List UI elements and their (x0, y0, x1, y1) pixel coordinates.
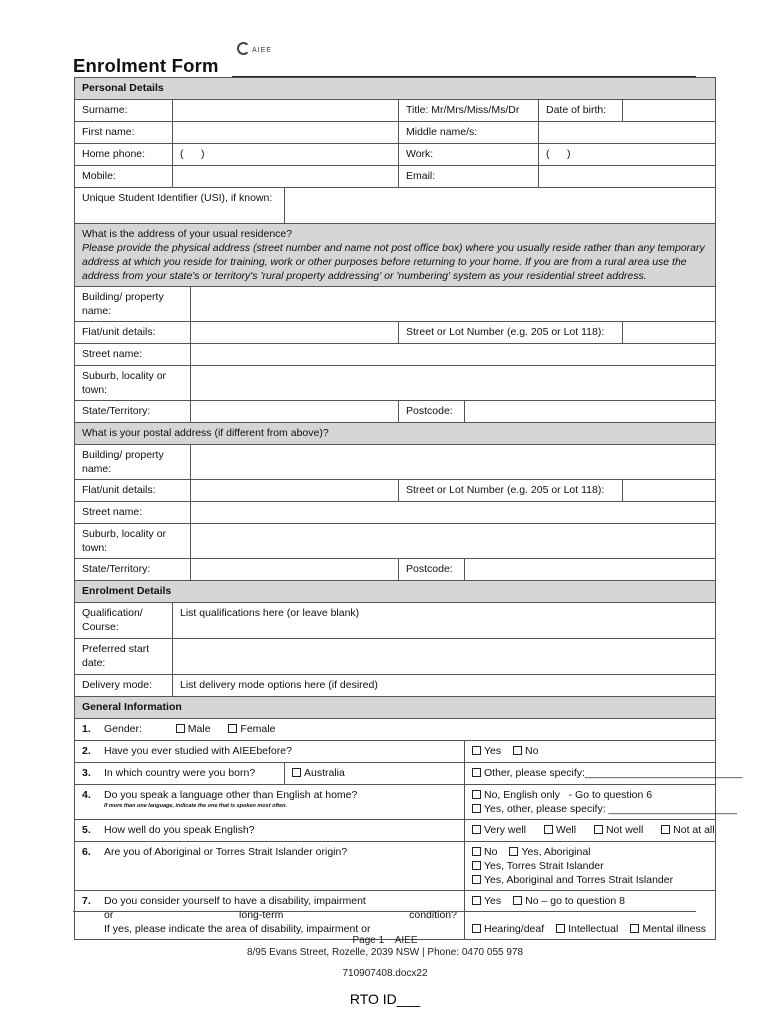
aboriginal-yes-checkbox[interactable] (509, 847, 518, 856)
postal-state-label: State/Territory: (75, 559, 191, 581)
gender-female-checkbox[interactable] (228, 724, 237, 733)
gender-male-label: Male (187, 723, 211, 735)
rto-id: RTO ID___ (349, 991, 421, 1007)
aboriginal-no-checkbox[interactable] (472, 847, 481, 856)
postal-street-lot-label: Street or Lot Number (e.g. 205 or Lot 118): (399, 480, 623, 502)
intellectual-label: Intellectual (568, 923, 619, 935)
surname-label: Surname: (75, 100, 173, 122)
english-not-at-all-label: Not at all (673, 824, 715, 836)
disability-yes-label: Yes (484, 895, 502, 907)
surname-input[interactable] (173, 100, 399, 122)
enrolment-form-table (74, 77, 743, 940)
postal-postcode-input[interactable] (465, 559, 716, 581)
footer-filename: 710907408.docx22 (342, 968, 428, 979)
question-6-options (465, 842, 716, 891)
state-input[interactable] (191, 401, 399, 423)
aboriginal-and-torres-checkbox[interactable] (472, 875, 481, 884)
studied-yes-checkbox[interactable] (472, 746, 481, 755)
usi-input[interactable] (285, 188, 716, 224)
aiee-logo-icon (237, 42, 250, 55)
qualification-input[interactable]: List qualifications here (or leave blank) (173, 603, 716, 639)
state-label: State/Territory: (75, 401, 191, 423)
suburb-label: Suburb, locality or town: (75, 366, 191, 401)
language-no-label: No, English only - Go to question 6 (484, 789, 653, 801)
mobile-input[interactable] (173, 166, 399, 188)
gender-male-checkbox[interactable] (176, 724, 185, 733)
postcode-label: Postcode: (399, 401, 465, 423)
question-2-options (465, 741, 716, 763)
question-3-text: In which country were you born? (104, 767, 256, 779)
question-7-row (75, 891, 465, 940)
question-7-line-1: Do you consider yourself to have a disability, impairment (104, 895, 366, 907)
torres-strait-label: Yes, Torres Strait Islander (484, 860, 604, 872)
street-lot-input[interactable] (623, 322, 716, 344)
enrolment-details-heading: Enrolment Details (75, 581, 716, 603)
born-australia-label: Australia (304, 767, 345, 779)
studied-no-checkbox[interactable] (513, 746, 522, 755)
question-2-row (75, 741, 465, 763)
first-name-input[interactable] (173, 122, 399, 144)
middle-name-input[interactable] (539, 122, 716, 144)
question-4-note: If more than one language, indicate the one that is spoken most often. (104, 803, 288, 809)
question-3-australia-cell (285, 763, 465, 785)
logo-text: AIEE (252, 47, 272, 54)
flat-input[interactable] (191, 322, 399, 344)
language-yes-label: Yes, other, please specify: ______________________ (484, 803, 737, 815)
email-input[interactable] (539, 166, 716, 188)
language-no-checkbox[interactable] (472, 790, 481, 799)
personal-details-heading: Personal Details (75, 78, 716, 100)
mental-illness-checkbox[interactable] (630, 924, 639, 933)
footer-page: Page 1 AIEE (352, 935, 418, 946)
residential-address-question (75, 224, 716, 287)
question-7-line-3: If yes, please indicate the area of disability, impairment or (104, 923, 371, 935)
dob-label: Date of birth: (539, 100, 623, 122)
building-label: Building/ property name: (75, 287, 191, 322)
english-well-label: Well (555, 824, 577, 836)
question-1-number: 1. (82, 723, 91, 735)
question-4-number: 4. (82, 789, 91, 801)
english-well-checkbox[interactable] (544, 825, 553, 834)
english-not-well-label: Not well (605, 824, 644, 836)
work-phone-input[interactable]: ( ) (539, 144, 716, 166)
postal-street-lot-input[interactable] (623, 480, 716, 502)
english-very-well-label: Very well (484, 824, 527, 836)
street-lot-label: Street or Lot Number (e.g. 205 or Lot 118): (399, 322, 623, 344)
born-australia-checkbox[interactable] (292, 768, 301, 777)
hearing-deaf-checkbox[interactable] (472, 924, 481, 933)
question-7-line-2b: long-term (239, 909, 284, 921)
home-phone-input[interactable]: ( ) (173, 144, 399, 166)
studied-yes-label: Yes (484, 745, 502, 757)
hearing-deaf-label: Hearing/deaf (484, 923, 545, 935)
postal-flat-label: Flat/unit details: (75, 480, 191, 502)
postal-building-label: Building/ property name: (75, 445, 191, 480)
question-7-line-2a: or (104, 909, 114, 921)
home-phone-label: Home phone: (75, 144, 173, 166)
aboriginal-no-label: No (484, 846, 498, 858)
work-phone-label: Work: (399, 144, 539, 166)
street-name-label: Street name: (75, 344, 191, 366)
aboriginal-and-torres-label: Yes, Aboriginal and Torres Strait Islander (484, 874, 674, 886)
torres-strait-checkbox[interactable] (472, 861, 481, 870)
disability-yes-checkbox[interactable] (472, 896, 481, 905)
logo (237, 42, 272, 55)
mobile-label: Mobile: (75, 166, 173, 188)
postal-street-name-input[interactable] (191, 502, 716, 524)
english-not-well-checkbox[interactable] (594, 825, 603, 834)
general-information-heading: General Information (75, 697, 716, 719)
postal-street-name-label: Street name: (75, 502, 191, 524)
first-name-label: First name: (75, 122, 173, 144)
dob-input[interactable] (623, 100, 716, 122)
question-2-number: 2. (82, 745, 91, 757)
question-5-options (465, 820, 716, 842)
middle-name-label: Middle name/s: (399, 122, 539, 144)
question-4-text: Do you speak a language other than English at home? (104, 789, 358, 801)
start-date-input[interactable] (173, 639, 716, 675)
question-3-number: 3. (82, 767, 91, 779)
residential-address-title: What is the address of your usual residence? (82, 228, 293, 240)
question-7-number: 7. (82, 895, 91, 907)
postal-suburb-label: Suburb, locality or town: (75, 524, 191, 559)
start-date-label: Preferred start date: (75, 639, 173, 675)
question-7-options (465, 891, 716, 940)
question-3-row (75, 763, 285, 785)
postal-state-input[interactable] (191, 559, 399, 581)
question-6-number: 6. (82, 846, 91, 858)
email-label: Email: (399, 166, 539, 188)
postal-postcode-label: Postcode: (399, 559, 465, 581)
question-1-text: Gender: (104, 723, 142, 735)
footer-address: 8/95 Evans Street, Rozelle, 2039 NSW | Phone: 0470 055 978 (246, 947, 524, 958)
postal-suburb-input[interactable] (191, 524, 716, 559)
question-5-text: How well do you speak English? (104, 824, 255, 836)
born-other-label: Other, please specify:___________________________ (484, 767, 743, 779)
postal-building-input[interactable] (191, 445, 716, 480)
studied-no-label: No (524, 745, 539, 757)
question-3-other-cell (465, 763, 743, 785)
page-bottom-rule (73, 911, 696, 912)
question-6-row (75, 842, 465, 891)
title-label: Title: Mr/Mrs/Miss/Ms/Dr (399, 100, 539, 122)
question-4-options (465, 785, 737, 820)
suburb-input[interactable] (191, 366, 716, 401)
delivery-mode-input[interactable]: List delivery mode options here (if desired) (173, 675, 716, 697)
residential-address-note: Please provide the physical address (street number and name not post office box) where you usually reside rather than any temporary address at which you reside for training, work or other purposes before returning to your home. If you are from a rural area use the address from your state's or territory's 'rural property addressing' or 'numbering' system as your residential street address. (82, 242, 705, 282)
question-7-line-2c: condition? (409, 909, 457, 921)
aboriginal-yes-label: Yes, Aboriginal (521, 846, 591, 858)
mental-illness-label: Mental illness (642, 923, 706, 935)
postal-flat-input[interactable] (191, 480, 399, 502)
question-5-number: 5. (82, 824, 91, 836)
usi-label: Unique Student Identifier (USI), if known: (75, 188, 285, 224)
intellectual-checkbox[interactable] (556, 924, 565, 933)
page-title: Enrolment Form (73, 55, 219, 76)
disability-no-label: No – go to question 8 (525, 895, 625, 907)
english-not-at-all-checkbox[interactable] (661, 825, 670, 834)
postcode-input[interactable] (465, 401, 716, 423)
question-2-text: Have you ever studied with AIEEbefore? (104, 745, 292, 757)
question-1-row (75, 719, 716, 741)
question-4-row (75, 785, 465, 820)
street-name-input[interactable] (191, 344, 716, 366)
flat-label: Flat/unit details: (75, 322, 191, 344)
disability-no-checkbox[interactable] (513, 896, 522, 905)
born-other-checkbox[interactable] (472, 768, 481, 777)
delivery-mode-label: Delivery mode: (75, 675, 173, 697)
gender-female-label: Female (240, 723, 276, 735)
postal-address-question: What is your postal address (if different from above)? (75, 423, 716, 445)
building-input[interactable] (191, 287, 716, 322)
language-yes-checkbox[interactable] (472, 804, 481, 813)
question-5-row (75, 820, 465, 842)
english-very-well-checkbox[interactable] (472, 825, 481, 834)
question-6-text: Are you of Aboriginal or Torres Strait Islander origin? (104, 846, 348, 858)
qualification-label: Qualification/ Course: (75, 603, 173, 639)
